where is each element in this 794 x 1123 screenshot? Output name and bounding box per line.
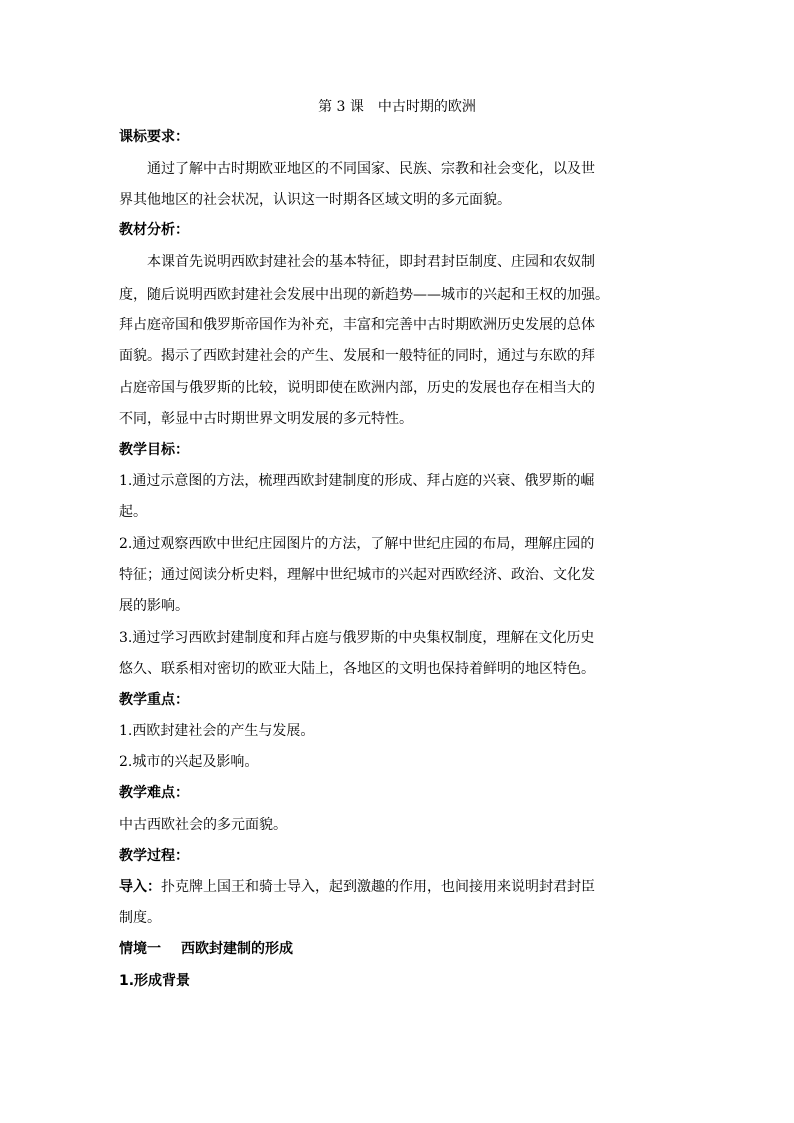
paragraph-line: 2.城市的兴起及影响。 [119,754,259,770]
paragraph-line: 制度。 [119,910,161,926]
scene-label: 情境一 [119,941,161,957]
paragraph-line: 1.西欧封建社会的产生与发展。 [119,723,315,739]
standard-heading: 课标要求： [119,129,189,145]
scene-heading [119,938,699,960]
paragraph-line: 占庭帝国与俄罗斯的比较，说明即使在欧洲内部，历史的发展也存在相当大的 [119,380,595,396]
paragraph-line: 拜占庭帝国和俄罗斯帝国作为补充，丰富和完善中古时期欧洲历史发展的总体 [119,317,595,333]
paragraph-line: 起。 [119,504,147,520]
scene-title: 西欧封建制的形成 [181,941,293,957]
paragraph-line: 1.通过示意图的方法，梳理西欧封建制度的形成、拜占庭的兴衰、俄罗斯的崛 [119,473,595,489]
analysis-heading: 教材分析： [119,222,189,238]
sub-heading: 1.形成背景 [119,973,191,989]
difficulty-heading: 教学难点： [119,785,189,801]
intro-text: 扑克牌上国王和骑士导入，起到激趣的作用，也间接用来说明封君封臣 [161,879,595,895]
paragraph-line: 本课首先说明西欧封建社会的基本特征，即封君封臣制度、庄园和农奴制 [147,254,595,270]
process-heading: 教学过程： [119,848,189,864]
intro-line [119,876,699,898]
key-points-heading: 教学重点： [119,692,189,708]
paragraph-line: 界其他地区的社会状况，认识这一时期各区域文明的多元面貌。 [119,192,511,208]
paragraph-line: 中古西欧社会的多元面貌。 [119,817,287,833]
goals-heading: 教学目标： [119,442,189,458]
paragraph-line: 2.通过观察西欧中世纪庄园图片的方法，了解中世纪庄园的布局，理解庄园的 [119,536,595,552]
paragraph-line: 特征；通过阅读分析史料，理解中世纪城市的兴起对西欧经济、政治、文化发 [119,567,595,583]
paragraph-line: 面貌。揭示了西欧封建社会的产生、发展和一般特征的同时，通过与东欧的拜 [119,348,595,364]
paragraph-line: 展的影响。 [119,598,189,614]
paragraph-line: 不同，彰显中古时期世界文明发展的多元特性。 [119,411,413,427]
paragraph-line: 度，随后说明西欧封建社会发展中出现的新趋势——城市的兴起和王权的加强。 [119,287,609,303]
paragraph-line: 3.通过学习西欧封建制度和拜占庭与俄罗斯的中央集权制度，理解在文化历史 [119,630,595,646]
page-title: 第 3 课 中古时期的欧洲 [318,99,476,115]
paragraph-line: 通过了解中古时期欧亚地区的不同国家、民族、宗教和社会变化，以及世 [147,161,595,177]
paragraph-line: 悠久、联系相对密切的欧亚大陆上，各地区的文明也保持着鲜明的地区特色。 [119,661,595,677]
intro-label: 导入： [119,879,161,895]
